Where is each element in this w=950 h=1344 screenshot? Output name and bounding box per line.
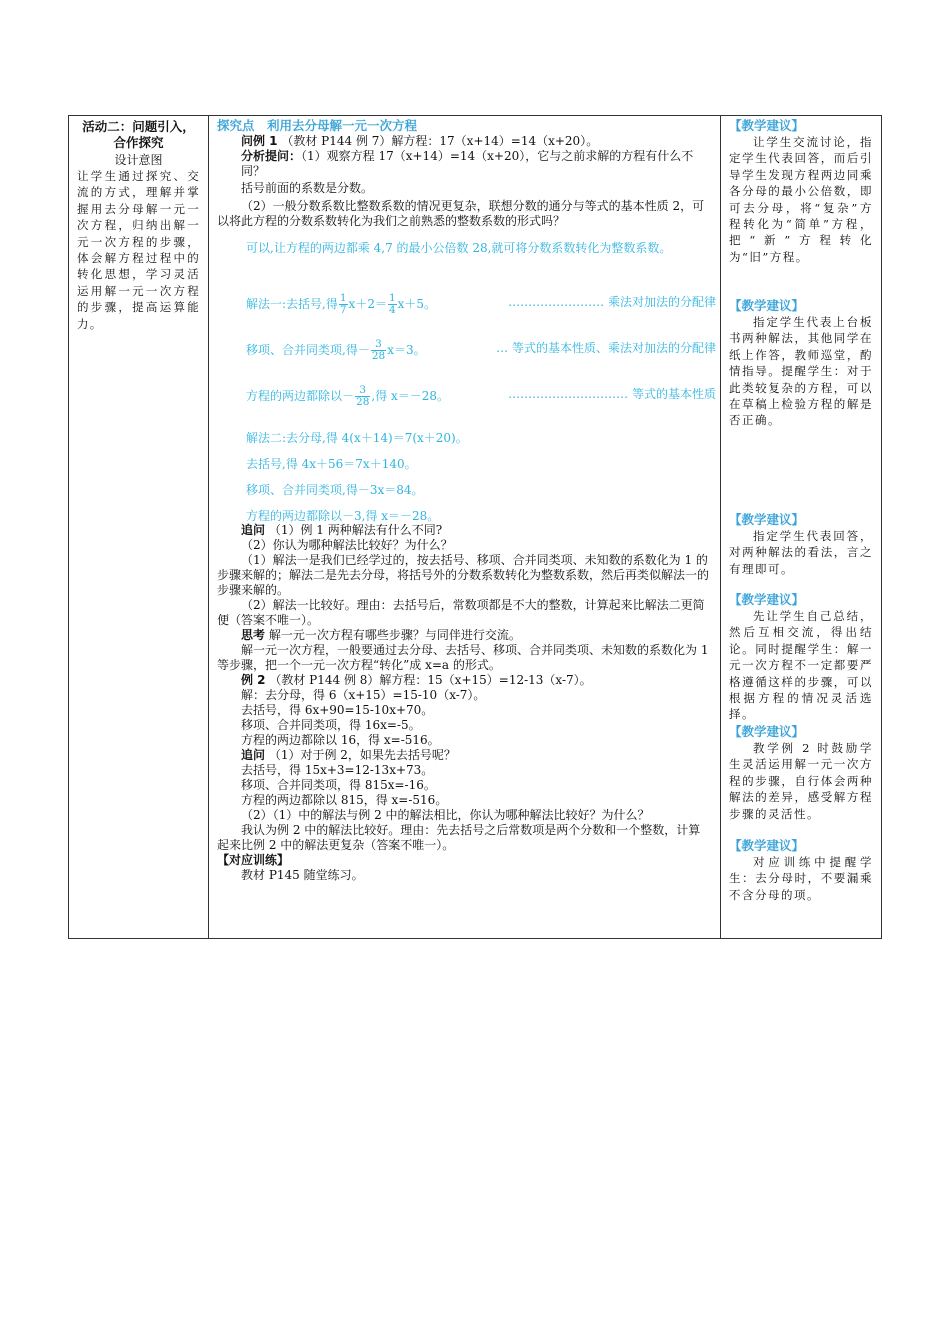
follow-up-a1: （1）解法一是我们已经学过的，按去括号、移项、合并同类项、未知数的系数化为 1 的步骤来解的；解法二是先去分母，将括号外的分数系数转化为整数系数，然后再类似解法一的步骤来解的。 — [217, 553, 710, 597]
suggestion-2 — [729, 298, 873, 429]
follow-up2-q2: （2）（1）中的解法与例 2 中的解法相比，你认为哪种解法比较好？为什么？ — [241, 808, 650, 822]
method1-step3 — [246, 385, 716, 408]
follow-up2-q1-text: （1）对于例 2，如果先去括号呢？ — [268, 748, 456, 762]
method1-step3-text: 方程的两边都除以－ — [246, 389, 355, 403]
handwritten-solution — [217, 229, 716, 523]
method2-step3: 移项、合并同类项,得－3x＝84。 — [246, 483, 424, 497]
method1-step2-text: 移项、合并同类项,得－ — [246, 343, 370, 357]
method1-step1-mid: x＋2＝ — [348, 297, 387, 311]
practice-text: 教材 P145 随堂练习。 — [241, 868, 364, 882]
follow-up2-step2: 移项、合并同类项，得 815x=-16。 — [241, 778, 436, 792]
suggestion-3 — [729, 512, 873, 577]
content-column — [209, 116, 721, 938]
design-intent-label: 设计意图 — [114, 153, 163, 167]
lcm-text: 可以,让方程的两边都乘 4,7 的最小公倍数 28,就可将分数系数转化为整数系数。 — [246, 241, 672, 255]
section-title: 探究点 利用去分母解一元一次方程 — [217, 118, 418, 133]
method1-step2-end: x＝3。 — [387, 343, 426, 357]
method2-step2: 去括号,得 4x＋56＝7x＋140。 — [246, 457, 417, 471]
example1 — [217, 134, 711, 149]
example1-label: 问例 1 — [241, 134, 278, 148]
method1-step1-reason: …………………… 乘法对加法的分配律 — [508, 295, 716, 309]
suggestion-column — [721, 116, 881, 938]
fraction-numerator: 1 — [339, 292, 347, 304]
example2 — [217, 673, 711, 688]
suggestion-heading: 【教学建议】 — [729, 724, 805, 739]
suggestion-text: 指定学生代表上台板书两种解法，其他同学在纸上作答，教师巡堂，酌情指导。提醒学生：对于此类较复杂的方程，可以在草稿上检验方程的解是否正确。 — [729, 315, 873, 428]
suggestion-text: 指定学生代表回答，对两种解法的看法，言之有理即可。 — [729, 529, 873, 576]
suggestion-text: 教学例 2 时鼓励学生灵活运用解一元一次方程的步骤，自行体会两种解法的差异，感受解方程步骤的灵活性。 — [729, 741, 873, 821]
think-label: 思考 — [241, 628, 266, 642]
suggestion-heading: 【教学建议】 — [729, 838, 805, 853]
think-text: 解一元一次方程有哪些步骤？与同伴进行交流。 — [268, 628, 521, 642]
suggestion-6 — [729, 838, 873, 903]
suggestion-5 — [729, 724, 873, 822]
practice-label: 【对应训练】 — [217, 853, 290, 867]
fraction-numerator: 3 — [355, 385, 370, 397]
fraction — [371, 339, 386, 362]
method1-step3-reason: ………………………… 等式的基本性质 — [508, 387, 716, 401]
suggestion-text: 让学生交流讨论，指定学生代表回答，而后引导学生发现方程两边同乘各分母的最小公倍数，即可去分母，将“复杂”方程转化为“简单”方程，把“新”方程转化为“旧”方程。 — [729, 135, 873, 264]
suggestion-heading: 【教学建议】 — [729, 298, 805, 313]
follow-up2-label: 追问 — [241, 748, 266, 762]
example2-label: 例 2 — [241, 673, 266, 687]
example2-step2: 去括号，得 6x+90=15-10x+70。 — [241, 703, 434, 717]
fraction-denominator: 7 — [339, 304, 347, 316]
follow-up2-q1 — [217, 748, 711, 763]
suggestion-4 — [729, 592, 873, 723]
suggestion-heading: 【教学建议】 — [729, 512, 805, 527]
example2-step4: 方程的两边都除以 16，得 x=-516。 — [241, 733, 440, 747]
method1-step3-end: ,得 x＝－28。 — [371, 389, 450, 403]
fraction — [339, 293, 348, 316]
fraction-denominator: 28 — [371, 350, 386, 362]
suggestion-1 — [729, 118, 873, 265]
activity-title: 活动二：问题引入，合作探究 — [82, 119, 195, 150]
analysis-label: 分析提问： — [241, 149, 302, 163]
suggestion-heading: 【教学建议】 — [729, 118, 805, 133]
method1-step2-reason: … 等式的基本性质、乘法对加法的分配律 — [496, 341, 716, 355]
example1-text: （教材 P144 例 7）解方程：17（x+14）=14（x+20）。 — [281, 134, 599, 148]
method1-step2 — [246, 339, 716, 362]
method1-step1-end: x＋5。 — [397, 297, 437, 311]
follow-up-q2: （2）你认为哪种解法比较好？为什么？ — [241, 538, 453, 552]
think — [217, 628, 711, 643]
fraction — [388, 293, 397, 316]
follow-up-label: 追问 — [241, 523, 266, 537]
method1-step1-text: 解法一:去括号,得 — [246, 297, 338, 311]
fraction-numerator: 3 — [371, 339, 386, 351]
method2-step1: 解法二:去分母,得 4(x＋14)＝7(x＋20)。 — [246, 431, 468, 445]
example2-step1: 解：去分母，得 6（x+15）=15-10（x-7）。 — [241, 688, 486, 702]
suggestion-text: 先让学生自己总结，然后互相交流，得出结论。同时提醒学生：解一元一次方程不一定都要严格遵循这样的步骤，可以根据方程的情况灵活选择。 — [729, 609, 873, 722]
follow-up2-step3: 方程的两边都除以 815，得 x=-516。 — [241, 793, 448, 807]
fraction-denominator: 28 — [356, 396, 370, 408]
example2-step3: 移项、合并同类项，得 16x=-5。 — [241, 718, 421, 732]
suggestion-text: 对应训练中提醒学生：去分母时，不要漏乘不含分母的项。 — [729, 855, 873, 902]
fraction-numerator: 1 — [388, 292, 396, 304]
analysis-answer1: 括号前面的系数是分数。 — [241, 181, 374, 195]
suggestion-heading: 【教学建议】 — [729, 592, 805, 607]
follow-up2-step1: 去括号，得 15x+3=12-13x+73。 — [241, 763, 434, 777]
follow-up-section — [217, 523, 711, 882]
analysis-question2: （2）一般分数系数比整数系数的情况更复杂，联想分数的通分与等式的基本性质 2，可以将此方程的分数系数转化为我们之前熟悉的整数系数的形式吗？ — [217, 199, 705, 228]
follow-up-q1 — [217, 523, 711, 538]
follow-up-q1-text: （1）例 1 两种解法有什么不同? — [268, 523, 443, 537]
design-intent-text: 让学生通过探究、交流的方式，理解并掌握用去分母解一元一次方程，归纳出解一元一次方程的步骤，体会解方程过程中的转化思想，学习灵活运用解一元一次方程的步骤，提高运算能力。 — [77, 169, 200, 331]
analysis — [217, 149, 711, 179]
activity-column — [69, 116, 209, 938]
analysis-text: （1）观察方程 17（x+14）=14（x+20），它与之前求解的方程有什么不同？ — [241, 149, 694, 178]
fraction-denominator: 4 — [388, 304, 396, 316]
method2-step4: 方程的两边都除以－3,得 x＝－28。 — [246, 509, 440, 523]
fraction — [355, 385, 370, 408]
summary-text: 解一元一次方程，一般要通过去分母、去括号、移项、合并同类项、未知数的系数化为 1 等步骤，把一个一元一次方程“转化”成 x=a 的形式。 — [217, 643, 709, 672]
follow-up2-answer: 我认为例 2 中的解法比较好。理由：先去括号之后常数项是两个分数和一个整数，计算起来比例 2 中的解法更复杂（答案不唯一）。 — [217, 823, 701, 852]
method1-step1 — [246, 293, 716, 316]
lesson-table — [68, 115, 882, 939]
follow-up-a2: （2）解法一比较好。理由：去括号后，常数项都是不大的整数，计算起来比解法二更简便（答案不唯一）。 — [217, 598, 705, 627]
example2-text: （教材 P144 例 8）解方程：15（x+15）=12-13（x-7）。 — [269, 673, 592, 687]
